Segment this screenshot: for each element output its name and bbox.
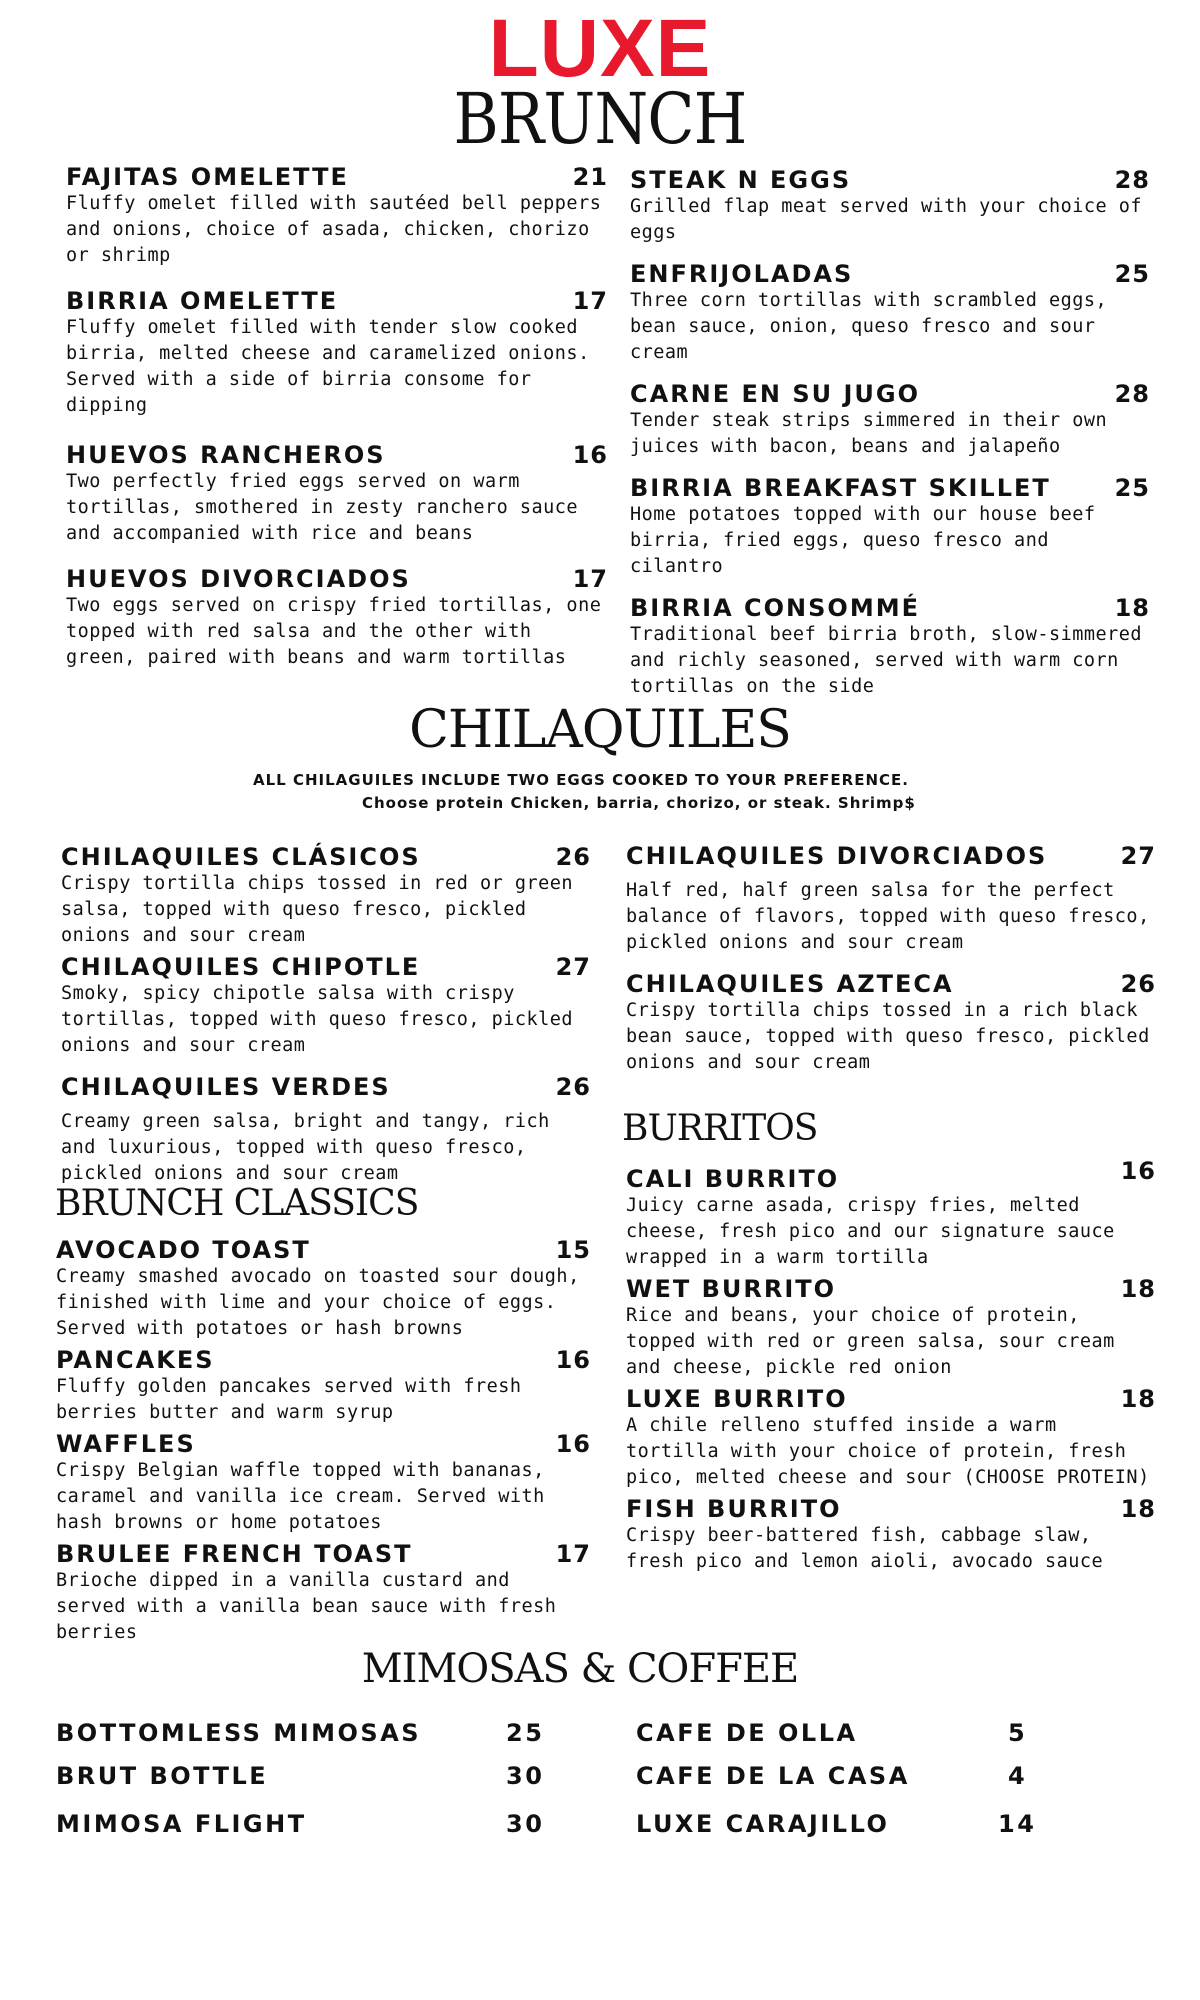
drink-name: BRUT BOTTLE — [56, 1762, 269, 1790]
drink-price: 4 — [1008, 1762, 1028, 1790]
item-name: BIRRIA BREAKFAST SKILLET — [630, 474, 1051, 502]
item-description: Fluffy omelet filled with sautéed bell peppers and onions, choice of asada, chicken, chorizo or shrimp — [66, 193, 602, 266]
item-price: 17 — [572, 565, 608, 593]
item-price: 28 — [1114, 166, 1150, 194]
menu-item — [66, 287, 608, 419]
menu-item — [630, 380, 1150, 460]
menu-item — [61, 953, 591, 1059]
brunch-left-column — [66, 163, 608, 689]
item-name: HUEVOS DIVORCIADOS — [66, 565, 411, 593]
item-price: 18 — [1120, 1495, 1156, 1523]
menu-item — [56, 1430, 591, 1536]
menu-item — [630, 260, 1150, 366]
item-name: CHILAQUILES CLÁSICOS — [61, 843, 421, 871]
menu-header — [0, 3, 1200, 160]
item-description: Home potatoes topped with our house beef birria, fried eggs, queso fresco and cilantro — [630, 504, 1096, 577]
item-name: CALI BURRITO — [626, 1165, 840, 1193]
item-name: CHILAQUILES AZTECA — [626, 970, 954, 998]
menu-item — [61, 1073, 591, 1187]
item-name: PANCAKES — [56, 1346, 215, 1374]
menu-item — [630, 474, 1150, 580]
item-description: Two eggs served on crispy fried tortillas, one topped with red salsa and the other with green, paired with beans and warm tortillas — [66, 595, 602, 668]
item-name: CARNE EN SU JUGO — [630, 380, 920, 408]
item-name: WAFFLES — [56, 1430, 196, 1458]
item-description: Fluffy omelet filled with tender slow cooked birria, melted cheese and caramelized onions. Served with a side of birria consome for dipping — [66, 317, 590, 416]
item-price: 18 — [1120, 1275, 1156, 1303]
item-price: 16 — [555, 1346, 591, 1374]
item-name: BRULEE FRENCH TOAST — [56, 1540, 413, 1568]
item-description: Brioche dipped in a vanilla custard and served with a vanilla bean sauce with fresh berries — [56, 1570, 557, 1643]
item-description: Tender steak strips simmered in their own juices with bacon, beans and jalapeño — [630, 410, 1108, 457]
item-name: FAJITAS OMELETTE — [66, 163, 349, 191]
item-name: FISH BURRITO — [626, 1495, 842, 1523]
item-price: 28 — [1114, 380, 1150, 408]
item-description: Crispy tortilla chips tossed in a rich black bean sauce, topped with queso fresco, pickled onions and sour cream — [626, 1000, 1150, 1073]
item-description: Crispy Belgian waffle topped with bananas, caramel and vanilla ice cream. Served with hash browns or home potatoes — [56, 1460, 545, 1533]
menu-item — [66, 565, 608, 671]
menu-item — [626, 1275, 1156, 1381]
drink-name: CAFE DE OLLA — [636, 1719, 858, 1747]
item-description: A chile relleno stuffed inside a warm tortilla with your choice of protein, fresh pico, melted cheese and sour (CHOOSE PROTEIN) — [626, 1415, 1150, 1488]
item-name: LUXE BURRITO — [626, 1385, 848, 1413]
item-description: Rice and beans, your choice of protein, topped with red or green salsa, sour cream and cheese, pickle red onion — [626, 1305, 1115, 1378]
drink-name: LUXE CARAJILLO — [636, 1810, 890, 1838]
menu-item — [66, 441, 608, 547]
item-price: 17 — [572, 287, 608, 315]
item-price: 27 — [1120, 842, 1156, 870]
item-price: 21 — [572, 163, 608, 191]
menu-item — [626, 1385, 1156, 1491]
item-name: CHILAQUILES VERDES — [61, 1073, 391, 1101]
drink-price: 25 — [506, 1719, 545, 1747]
item-price: 16 — [555, 1430, 591, 1458]
menu-item — [56, 1540, 591, 1646]
item-description: Traditional beef birria broth, slow-simmered and richly seasoned, served with warm corn tortillas on the side — [630, 624, 1143, 697]
drink-name: MIMOSA FLIGHT — [56, 1810, 307, 1838]
item-price: 18 — [1120, 1385, 1156, 1413]
brand-logo: LUXE — [488, 3, 712, 94]
item-name: CHILAQUILES CHIPOTLE — [61, 953, 421, 981]
chilaquiles-note-line2: Choose protein Chicken, barria, chorizo, or steak. Shrimp$ — [362, 794, 916, 812]
menu-item — [626, 842, 1156, 956]
burritos-title: BURRITOS — [622, 1108, 818, 1149]
menu-item — [626, 1157, 1156, 1271]
menu-title: BRUNCH — [453, 78, 747, 160]
item-price: 26 — [1120, 970, 1156, 998]
item-name: BIRRIA OMELETTE — [66, 287, 339, 315]
menu-item — [626, 1495, 1156, 1575]
drink-name: CAFE DE LA CASA — [636, 1762, 910, 1790]
item-price: 25 — [1114, 474, 1150, 502]
item-name: BIRRIA CONSOMMÉ — [630, 594, 920, 622]
item-name: ENFRIJOLADAS — [630, 260, 854, 288]
item-price: 26 — [555, 1073, 591, 1101]
item-name: STEAK N EGGS — [630, 166, 852, 194]
brunch-classics-column — [56, 1236, 591, 1664]
item-name: CHILAQUILES DIVORCIADOS — [626, 842, 1048, 870]
burritos-column — [626, 1157, 1156, 1593]
item-description: Smoky, spicy chipotle salsa with crispy tortillas, topped with queso fresco, pickled onions and sour cream — [61, 983, 574, 1056]
chilaquiles-right-column — [626, 842, 1156, 1094]
chilaquiles-note-line1: ALL CHILAGUILES INCLUDE TWO EGGS COOKED TO YOUR PREFERENCE. — [253, 771, 909, 789]
menu-item — [626, 970, 1156, 1076]
menu-item — [56, 1346, 591, 1426]
item-description: Crispy tortilla chips tossed in red or green salsa, topped with queso fresco, pickled onions and sour cream — [61, 873, 574, 946]
item-description: Half red, half green salsa for the perfect balance of flavors, topped with queso fresco, pickled onions and sour cream — [626, 880, 1150, 953]
menu-item — [630, 166, 1150, 246]
item-description: Crispy beer-battered fish, cabbage slaw, fresh pico and lemon aioli, avocado sauce — [626, 1525, 1104, 1572]
item-price: 15 — [555, 1236, 591, 1264]
drink-price: 5 — [1008, 1719, 1028, 1747]
item-price: 26 — [555, 843, 591, 871]
item-description: Creamy green salsa, bright and tangy, rich and luxurious, topped with queso fresco, pickled onions and sour cream — [61, 1111, 550, 1184]
chilaquiles-title: CHILAQUILES — [409, 700, 791, 760]
item-name: AVOCADO TOAST — [56, 1236, 311, 1264]
menu-item — [61, 843, 591, 949]
item-price: 18 — [1114, 594, 1150, 622]
item-name: HUEVOS RANCHEROS — [66, 441, 386, 469]
brunch-right-column — [630, 166, 1150, 718]
brunch-classics-title: BRUNCH CLASSICS — [55, 1183, 419, 1224]
item-price: 17 — [555, 1540, 591, 1568]
menu-item — [66, 163, 608, 269]
drink-price: 14 — [998, 1810, 1037, 1838]
drink-price: 30 — [506, 1762, 545, 1790]
item-name: WET BURRITO — [626, 1275, 837, 1303]
item-price: 16 — [1120, 1157, 1156, 1185]
item-description: Juicy carne asada, crispy fries, melted cheese, fresh pico and our signature sauce wrapped in a warm tortilla — [626, 1195, 1115, 1268]
item-description: Creamy smashed avocado on toasted sour dough, finished with lime and your choice of eggs. Served with potatoes or hash browns — [56, 1266, 580, 1339]
menu-item — [630, 594, 1150, 700]
menu-item — [56, 1236, 591, 1342]
drinks-title: MIMOSAS & COFFEE — [361, 1646, 799, 1692]
item-price: 25 — [1114, 260, 1150, 288]
item-description: Grilled flap meat served with your choice of eggs — [630, 196, 1143, 243]
item-description: Three corn tortillas with scrambled eggs, bean sauce, onion, queso fresco and sour cream — [630, 290, 1108, 363]
item-description: Two perfectly fried eggs served on warm tortillas, smothered in zesty ranchero sauce and accompanied with rice and beans — [66, 471, 579, 544]
chilaquiles-left-column — [61, 843, 591, 1205]
drink-price: 30 — [506, 1810, 545, 1838]
item-price: 27 — [555, 953, 591, 981]
item-price: 16 — [572, 441, 608, 469]
drink-name: BOTTOMLESS MIMOSAS — [56, 1719, 422, 1747]
item-description: Fluffy golden pancakes served with fresh berries butter and warm syrup — [56, 1376, 522, 1423]
